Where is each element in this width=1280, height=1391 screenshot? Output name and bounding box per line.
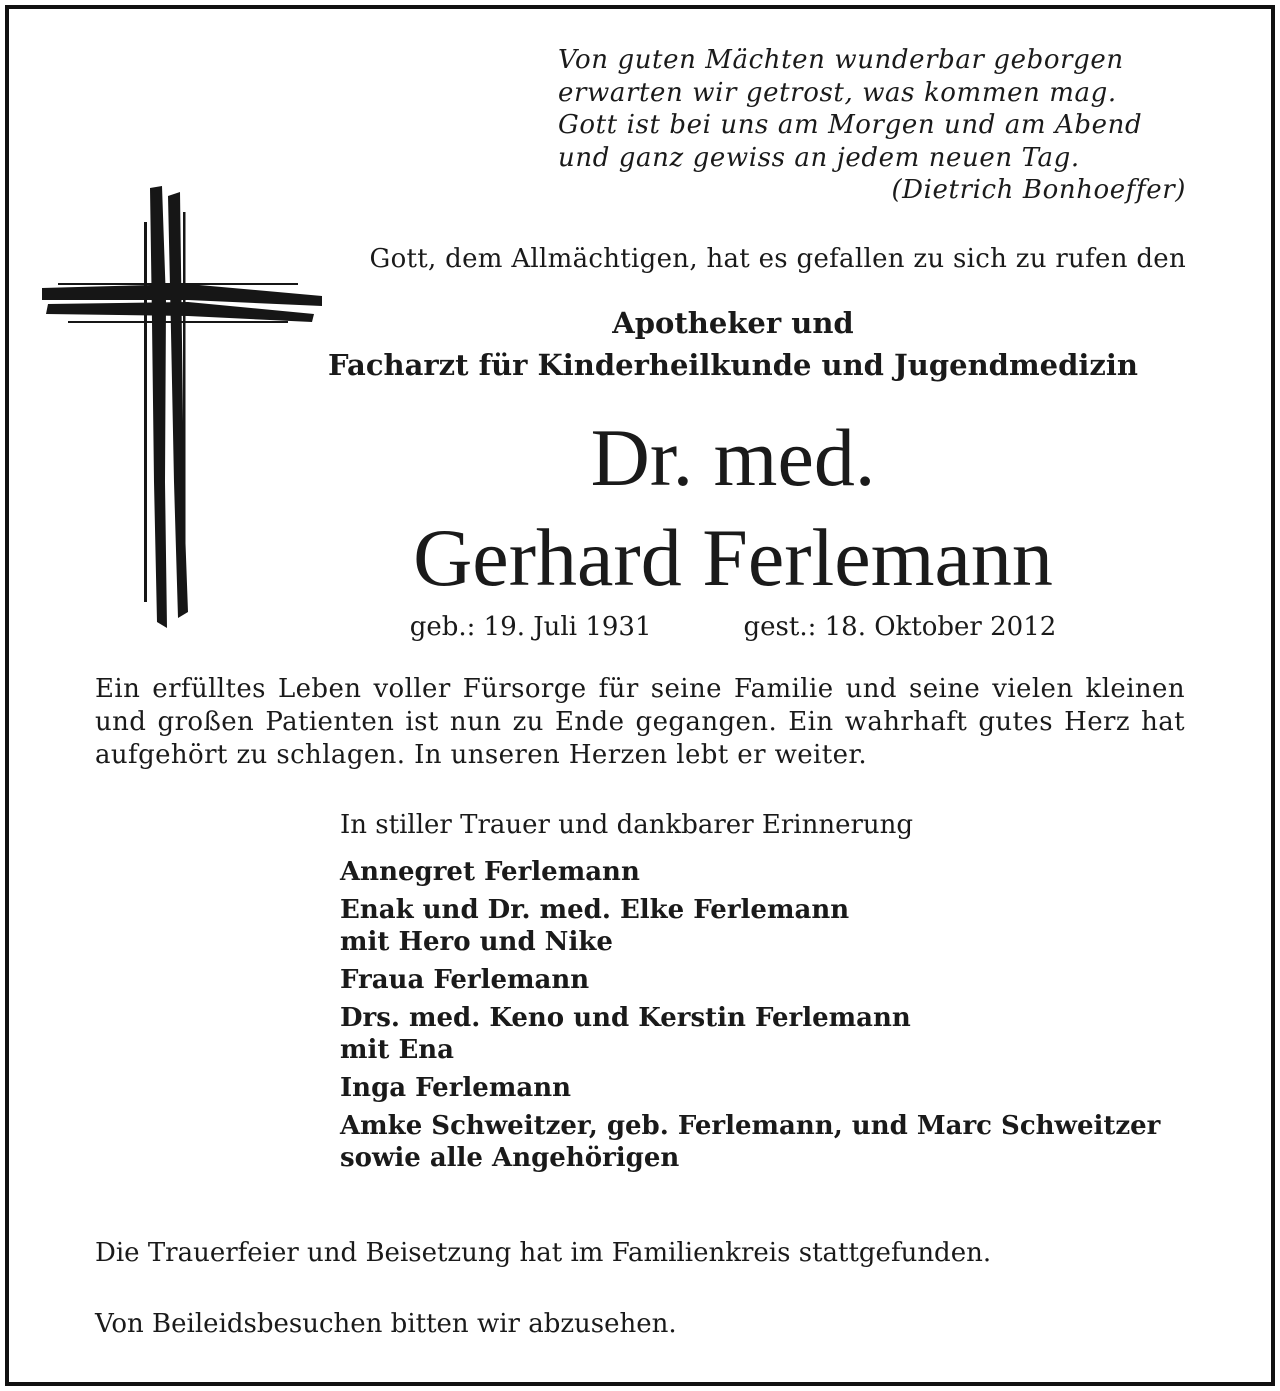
name-full: Gerhard Ferlemann	[413, 512, 1053, 603]
family-name: Inga Ferlemann	[340, 1073, 572, 1103]
deceased-name	[280, 408, 1186, 608]
family-name: Enak und Dr. med. Elke Ferlemann	[340, 895, 850, 925]
profession	[270, 302, 1196, 386]
family-name: mit Ena	[340, 1035, 455, 1065]
life-dates	[280, 612, 1186, 642]
profession-line: Apotheker und	[612, 306, 854, 340]
family-list	[340, 856, 1160, 1180]
family-entry	[340, 1110, 1160, 1174]
family-entry	[340, 964, 1160, 996]
death-date: gest.: 18. Oktober 2012	[743, 612, 1057, 642]
poem-line: Von guten Mächten wunderbar geborgen	[558, 45, 1124, 75]
family-entry	[340, 1072, 1160, 1104]
family-name: sowie alle Angehörigen	[340, 1143, 680, 1173]
birth-date: geb.: 19. Juli 1931	[409, 612, 652, 642]
family-entry	[340, 894, 1160, 958]
family-entry	[340, 1002, 1160, 1066]
poem-line: Gott ist bei uns am Morgen und am Abend	[558, 110, 1143, 140]
family-name: mit Hero und Nike	[340, 927, 613, 957]
funeral-note: Die Trauerfeier und Beisetzung hat im Familienkreis stattgefunden.	[95, 1238, 992, 1268]
mourning-line: In stiller Trauer und dankbarer Erinnerung	[340, 810, 914, 840]
intro-text: Gott, dem Allmächtigen, hat es gefallen zu sich zu rufen den	[369, 244, 1186, 274]
poem-line: erwarten wir getrost, was kommen mag.	[558, 77, 1117, 108]
poem-quote	[558, 44, 1188, 207]
profession-line: Facharzt für Kinderheilkunde und Jugendmedizin	[328, 348, 1138, 382]
family-name: Drs. med. Keno und Kerstin Ferlemann	[340, 1003, 911, 1033]
family-name: Fraua Ferlemann	[340, 965, 590, 995]
condolence-note: Von Beileidsbesuchen bitten wir abzusehen.	[95, 1309, 677, 1339]
name-title: Dr. med.	[590, 412, 876, 503]
poem-line: und ganz gewiss an jedem neuen Tag.	[558, 142, 1080, 173]
family-name: Amke Schweitzer, geb. Ferlemann, und Marc Schweitzer	[340, 1111, 1161, 1141]
poem-author: (Dietrich Bonhoeffer)	[891, 175, 1186, 205]
family-name: Annegret Ferlemann	[340, 857, 640, 887]
family-entry	[340, 856, 1160, 888]
eulogy-text: Ein erfülltes Leben voller Fürsorge für seine Familie und seine vielen kleinen und großen Patienten ist nun zu Ende gegangen. Ein wahrhaft gutes Herz hat aufgehört zu schlagen. In unseren Herzen lebt er weiter.	[95, 674, 1185, 770]
